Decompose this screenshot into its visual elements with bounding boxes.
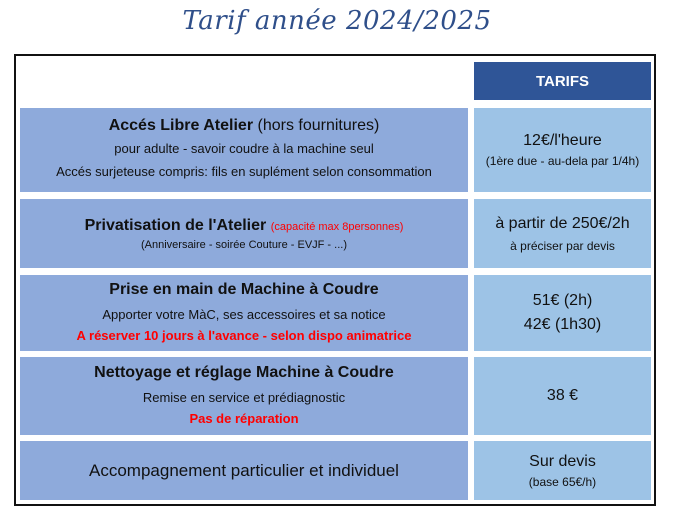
- row-3-description: [20, 275, 468, 351]
- row-5-description: [20, 441, 468, 500]
- row-1-price: [474, 108, 651, 192]
- row-1-title-bold: Accés Libre Atelier: [108, 117, 254, 134]
- row-2-title-bold: Privatisation de l'Atelier: [84, 216, 267, 234]
- row-5-price: [474, 441, 651, 500]
- page-title: Tarif année 2024/2025: [182, 6, 492, 36]
- row-2-description: [20, 199, 468, 268]
- row-4-price: [474, 357, 651, 435]
- row-1-title: [109, 117, 380, 135]
- row-3-price: [474, 275, 651, 351]
- row-5-title: Accompagnement particulier et individuel: [89, 460, 399, 480]
- row-1-title-normal: (hors fournitures): [253, 117, 380, 134]
- row-5-price-sub: (base 65€/h): [528, 474, 597, 489]
- pricing-table: [14, 54, 656, 506]
- row-3-price-second: 42€ (1h30): [523, 316, 602, 333]
- row-4-price-main: 38 €: [546, 387, 579, 404]
- row-2-line-1: (Anniversaire - soirée Couture - EVJF - ...): [140, 238, 347, 251]
- row-1-line-2: Accés surjeteuse compris: fils en suplément selon consommation: [56, 164, 432, 179]
- row-4-description: [20, 357, 468, 435]
- row-2-title: [85, 217, 404, 235]
- row-2-price-main: à partir de 250€/2h: [495, 214, 630, 232]
- row-3-title: Prise en main de Machine à Coudre: [109, 280, 379, 298]
- tarifs-header-label: TARIFS: [535, 72, 590, 90]
- row-3-red-note: A réserver 10 jours à l'avance - selon dispo animatrice: [76, 327, 412, 343]
- row-2-title-capacity: (capacité max 8personnes): [270, 220, 404, 233]
- row-3-price-main: 51€ (2h): [532, 292, 593, 309]
- row-4-line-1: Remise en service et prédiagnostic: [142, 389, 346, 405]
- row-1-line-1: pour adulte - savoir coudre à la machine seul: [114, 141, 374, 156]
- row-2-price: [474, 199, 651, 268]
- row-5-price-main: Sur devis: [529, 452, 596, 470]
- row-3-line-1: Apporter votre MàC, ses accessoires et sa notice: [102, 306, 386, 322]
- row-2-price-sub: à préciser par devis: [510, 238, 615, 253]
- row-1-price-sub: (1ère due - au-dela par 1/4h): [485, 154, 640, 168]
- row-4-red-note: Pas de réparation: [189, 410, 299, 426]
- tarifs-header: [474, 62, 651, 100]
- row-1-price-main: 12€/l'heure: [523, 132, 602, 149]
- row-1-description: [20, 108, 468, 192]
- row-4-title: Nettoyage et réglage Machine à Coudre: [94, 363, 394, 381]
